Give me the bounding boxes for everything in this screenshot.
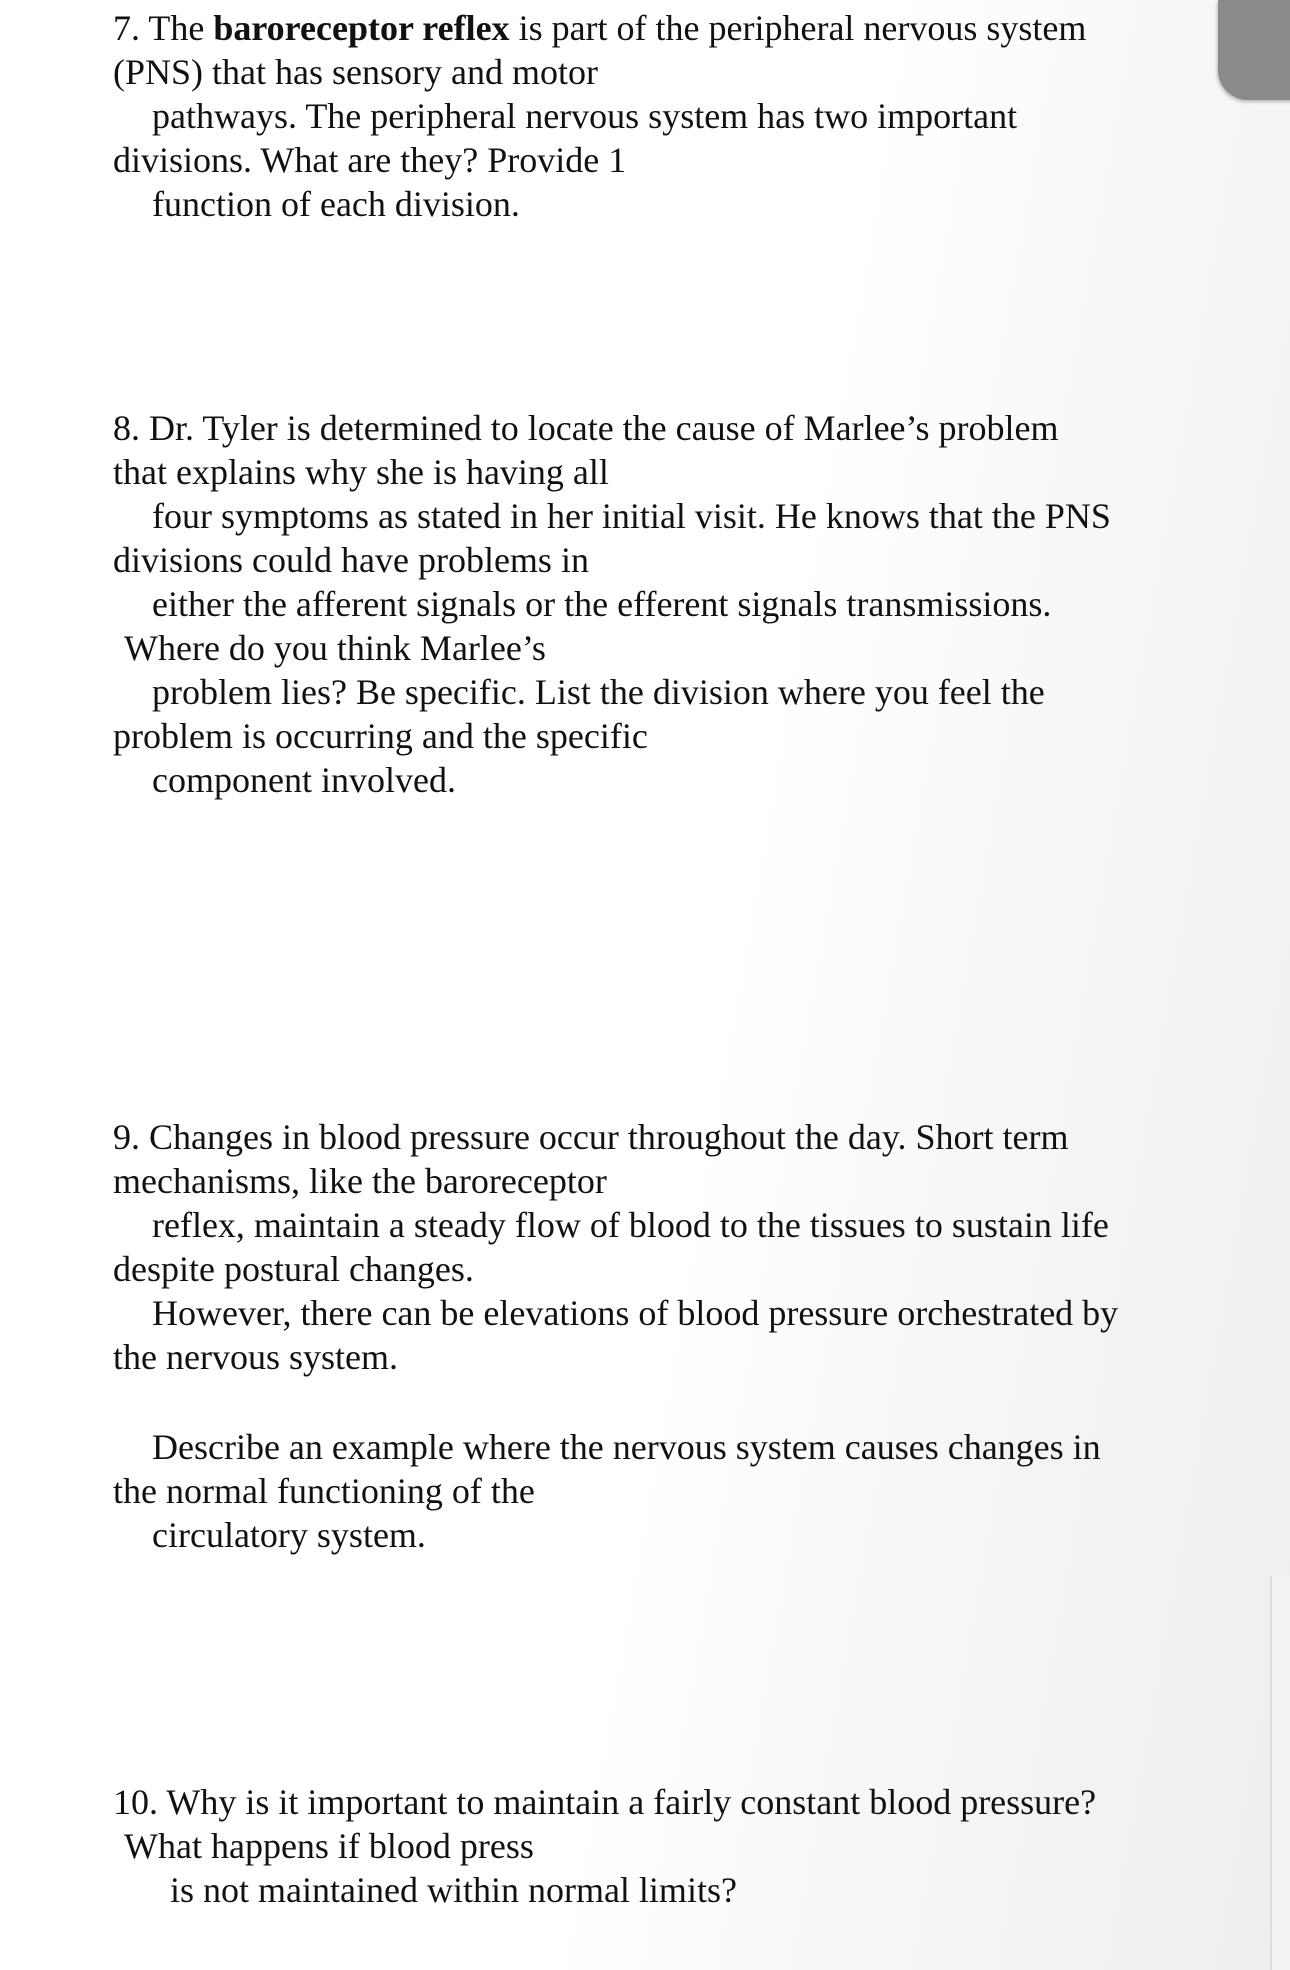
q8-line-7: problem lies? Be specific. List the division where you feel the xyxy=(152,672,1045,712)
q7-line-5: function of each division. xyxy=(152,184,520,224)
q8-line-6: Where do you think Marlee’s xyxy=(124,628,546,668)
q8-line-1: 8. Dr. Tyler is determined to locate the cause of Marlee’s problem xyxy=(113,408,1059,448)
q7-text: 7. The xyxy=(113,8,214,48)
q8-line-9: component involved. xyxy=(152,760,456,800)
q8-line-2: that explains why she is having all xyxy=(113,452,609,492)
q9-line-8: the normal functioning of the xyxy=(113,1471,535,1511)
q7-line-4: divisions. What are they? Provide 1 xyxy=(113,140,627,180)
q10-line-3: is not maintained within normal limits? xyxy=(170,1870,737,1910)
scroll-edge[interactable] xyxy=(1270,1576,1290,1970)
q10-line-2: What happens if blood press xyxy=(124,1826,534,1866)
q7-line-2: (PNS) that has sensory and motor xyxy=(113,52,598,92)
q8-line-3: four symptoms as stated in her initial visit. He knows that the PNS xyxy=(152,496,1111,536)
q8-line-8: problem is occurring and the specific xyxy=(113,716,648,756)
q9-line-1: 9. Changes in blood pressure occur throughout the day. Short term xyxy=(113,1117,1069,1157)
pull-tab-handle[interactable] xyxy=(1218,0,1290,100)
q9-line-7: Describe an example where the nervous system causes changes in xyxy=(152,1427,1101,1467)
q7-bold-term: baroreceptor reflex xyxy=(213,8,510,48)
q9-line-5: However, there can be elevations of blood pressure orchestrated by xyxy=(152,1293,1119,1333)
q9-line-9: circulatory system. xyxy=(152,1515,426,1555)
q9-line-4: despite postural changes. xyxy=(113,1249,474,1289)
q7-line-1 xyxy=(113,6,1086,50)
q8-line-5: either the afferent signals or the efferent signals transmissions. xyxy=(152,584,1052,624)
q9-line-2: mechanisms, like the baroreceptor xyxy=(113,1161,607,1201)
q7-text: is part of the peripheral nervous system xyxy=(509,8,1087,48)
q9-line-3: reflex, maintain a steady flow of blood to the tissues to sustain life xyxy=(152,1205,1109,1245)
q9-line-6: the nervous system. xyxy=(113,1337,398,1377)
q8-line-4: divisions could have problems in xyxy=(113,540,589,580)
q7-line-3: pathways. The peripheral nervous system has two important xyxy=(152,96,1018,136)
q10-line-1: 10. Why is it important to maintain a fairly constant blood pressure? xyxy=(113,1782,1097,1822)
